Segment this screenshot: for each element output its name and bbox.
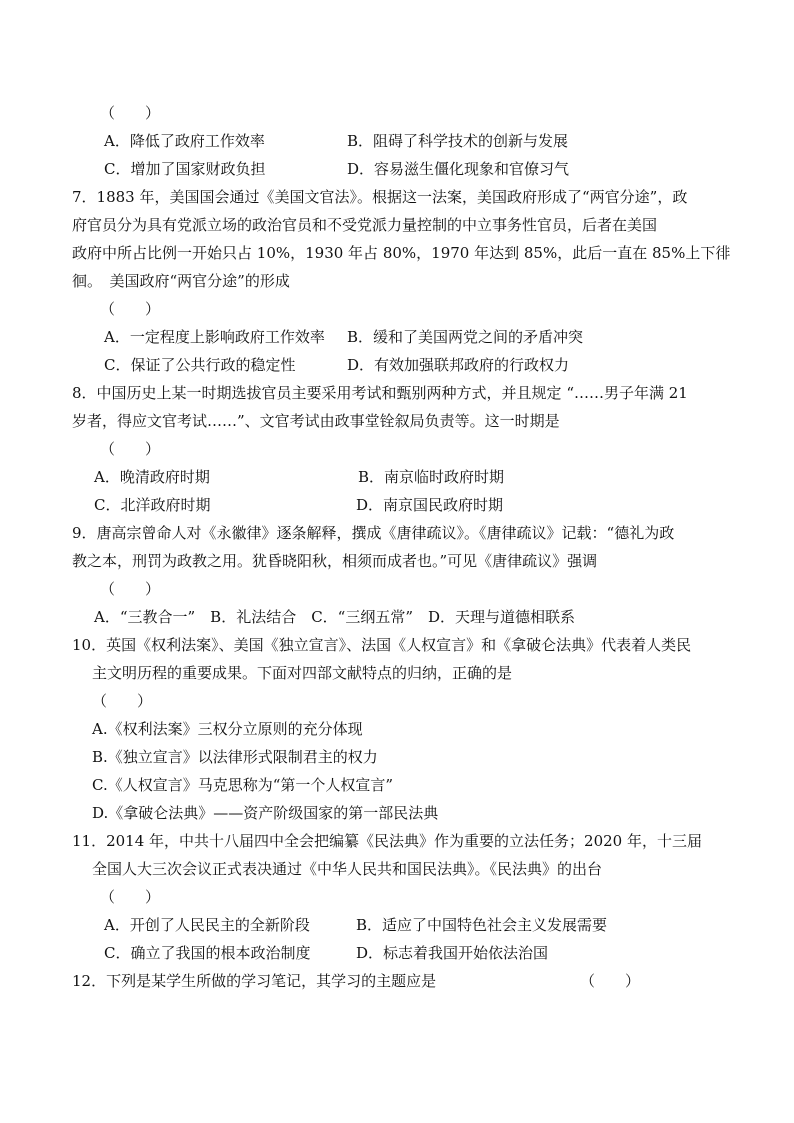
q11-stem-line1: 11．2014 年，中共十八届四中全会把编纂《民法典》作为重要的立法任务；2020 年，十三届 xyxy=(72,832,702,850)
q8-stem-line1: 8．中国历史上某一时期选拔官员主要采用考试和甄别两种方式，并且规定 “……男子年满 21 xyxy=(72,384,688,402)
q8-option-a[interactable]: A．晚清政府时期 xyxy=(94,468,210,486)
q6-option-c[interactable]: C．增加了国家财政负担 xyxy=(104,160,266,178)
q10-option-a[interactable]: A.《权利法案》三权分立原则的充分体现 xyxy=(92,720,363,738)
q11-stem-line2: 全国人大三次会议正式表决通过《中华人民共和国民法典》。《民法典》的出台 xyxy=(92,860,603,878)
q7-stem-line1: 7．1883 年，美国国会通过《美国文官法》。根据这一法案，美国政府形成了“两官分途”，政 xyxy=(72,188,688,206)
q7-option-d[interactable]: D．有效加强联邦政府的行政权力 xyxy=(347,356,570,374)
q9-stem-line1: 9．唐高宗曾命人对《永徽律》逐条解释，撰成《唐律疏议》。《唐律疏议》记载：“德礼为政 xyxy=(72,524,675,542)
q7-option-c[interactable]: C．保证了公共行政的稳定性 xyxy=(104,356,296,374)
answer-blank-q8[interactable]: （ ） xyxy=(100,440,161,458)
answer-blank-q9[interactable]: （ ） xyxy=(100,580,161,598)
q7-stem-line3: 政府中所占比例一开始只占 10%，1930 年占 80%，1970 年达到 85%，此后一直在 85%上下徘 xyxy=(72,244,731,262)
answer-blank-q7[interactable]: （ ） xyxy=(100,300,161,318)
q6-option-b[interactable]: B．阻碍了科学技术的创新与发展 xyxy=(347,132,569,150)
q7-option-a[interactable]: A．一定程度上影响政府工作效率 xyxy=(104,328,325,346)
q8-option-d[interactable]: D．南京国民政府时期 xyxy=(356,496,504,514)
q10-stem-line2: 主文明历程的重要成果。下面对四部文献特点的归纳，正确的是 xyxy=(92,664,513,682)
answer-blank-q6[interactable]: （ ） xyxy=(100,104,161,122)
q6-option-d[interactable]: D．容易滋生僵化现象和官僚习气 xyxy=(347,160,570,178)
q10-option-b[interactable]: B.《独立宣言》以法律形式限制君主的权力 xyxy=(92,748,378,766)
q9-stem-line2: 教之本，刑罚为政教之用。犹昏晓阳秋，相须而成者也。”可见《唐律疏议》强调 xyxy=(72,552,598,570)
q11-option-c[interactable]: C．确立了我国的根本政治制度 xyxy=(104,944,311,962)
q8-option-b[interactable]: B．南京临时政府时期 xyxy=(358,468,505,486)
q8-stem-line2: 岁者，得应文官考试……”、文官考试由政事堂铨叙局负责等。这一时期是 xyxy=(72,412,560,430)
q10-option-c[interactable]: C.《人权宣言》马克思称为“第一个人权宣言” xyxy=(92,776,394,794)
answer-blank-q12[interactable]: （ ） xyxy=(580,972,641,990)
answer-blank-q10[interactable]: （ ） xyxy=(92,692,153,710)
q8-option-c[interactable]: C．北洋政府时期 xyxy=(94,496,211,514)
answer-blank-q11[interactable]: （ ） xyxy=(100,888,161,906)
q7-stem-line4: 徊。 美国政府“两官分途”的形成 xyxy=(72,272,290,290)
q12-stem-line1: 12．下列是某学生所做的学习笔记，其学习的主题应是 xyxy=(72,972,437,990)
q6-option-a[interactable]: A．降低了政府工作效率 xyxy=(104,132,265,150)
q11-option-b[interactable]: B．适应了中国特色社会主义发展需要 xyxy=(356,916,608,934)
q10-option-d[interactable]: D.《拿破仑法典》——资产阶级国家的第一部民法典 xyxy=(92,804,439,822)
q11-option-d[interactable]: D．标志着我国开始依法治国 xyxy=(356,944,549,962)
q7-option-b[interactable]: B．缓和了美国两党之间的矛盾冲突 xyxy=(347,328,584,346)
q10-stem-line1: 10．英国《权利法案》、美国《独立宣言》、法国《人权宣言》和《拿破仑法典》代表着人类民 xyxy=(72,636,692,654)
q11-option-a[interactable]: A．开创了人民民主的全新阶段 xyxy=(104,916,310,934)
q9-options[interactable]: A．“三教合一” B．礼法结合 C．“三纲五常” D．天理与道德相联系 xyxy=(94,608,576,626)
q7-stem-line2: 府官员分为具有党派立场的政治官员和不受党派力量控制的中立事务性官员，后者在美国 xyxy=(72,216,658,234)
